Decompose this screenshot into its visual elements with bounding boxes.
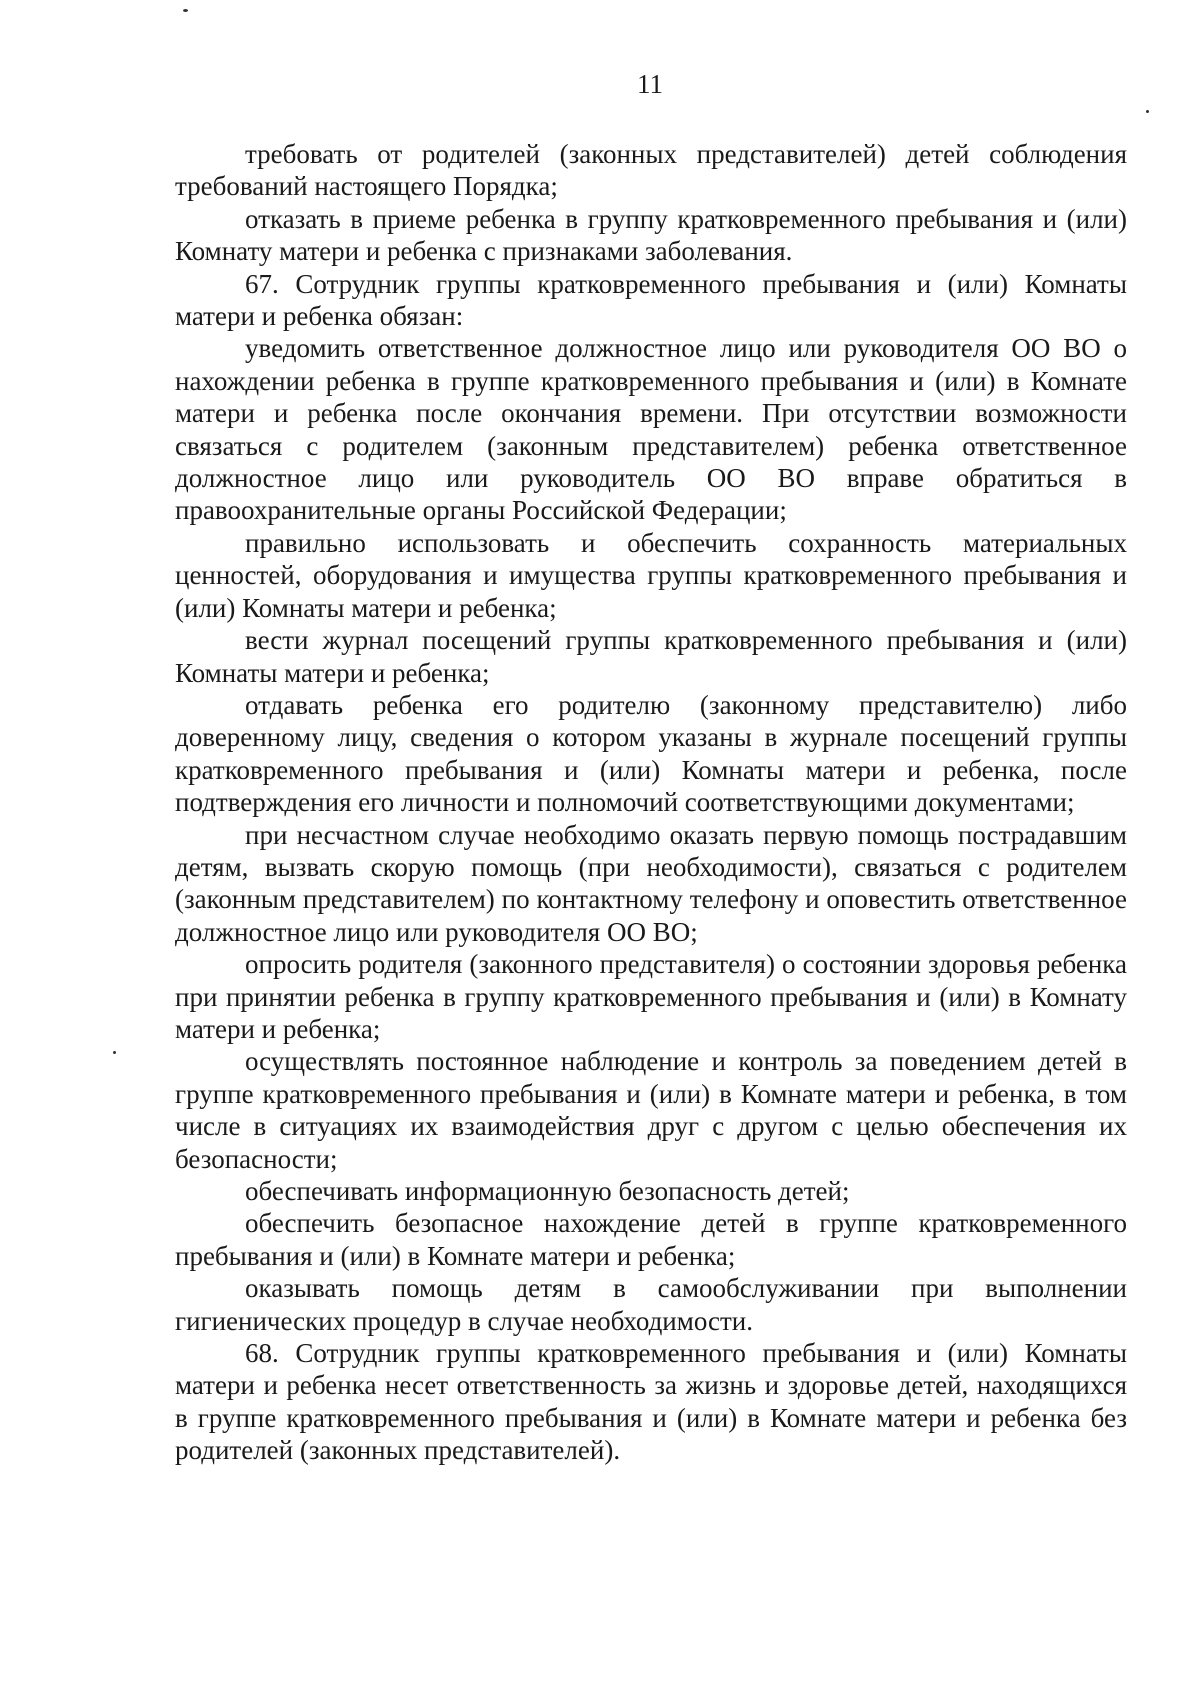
paragraph: правильно использовать и обеспечить сохранность материальных ценностей, оборудования и имущества группы кратковременного пребывания и (или) Комнаты матери и ребенка; xyxy=(175,527,1127,623)
page-number: 11 xyxy=(637,69,663,99)
paragraph: отказать в приеме ребенка в группу кратковременного пребывания и (или) Комнату матери и ребенка с признаками заболевания. xyxy=(175,203,1127,267)
scan-speck xyxy=(1146,110,1149,113)
document-body xyxy=(175,138,1127,1467)
paragraph-clause-67: 67. Сотрудник группы кратковременного пребывания и (или) Комнаты матери и ребенка обязан: xyxy=(175,268,1127,332)
paragraph: опросить родителя (законного представителя) о состоянии здоровья ребенка при принятии ребенка в группу кратковременного пребывания и (или) в Комнату матери и ребенка; xyxy=(175,949,1127,1044)
paragraph: обеспечивать информационную безопасность детей; xyxy=(245,1176,850,1206)
paragraph: при несчастном случае необходимо оказать первую помощь пострадавшим детям, вызвать скорую помощь (при необходимости), связаться с родителем (законным представителем) по контактному телефону и оповестить ответственное должностное лицо или руководителя ОО ВО; xyxy=(175,819,1127,947)
paragraph: оказывать помощь детям в самообслуживании при выполнении гигиенических процедур в случае необходимости. xyxy=(175,1273,1127,1336)
paragraph: осуществлять постоянное наблюдение и контроль за поведением детей в группе кратковременного пребывания и (или) в Комнате матери и ребенка, в том числе в ситуациях их взаимодействия друг с другом с целью обеспечения их безопасности; xyxy=(175,1046,1127,1174)
paragraph: отдавать ребенка его родителю (законному представителю) либо доверенному лицу, сведения о котором указаны в журнале посещений группы кратковременного пребывания и (или) Комнаты матери и ребенка, после подтверждения его личности и полномочий соответствующими документами; xyxy=(175,689,1127,818)
paragraph: уведомить ответственное должностное лицо или руководителя ОО ВО о нахождении ребенка в группе кратковременного пребывания и (или) в Комнате матери и ребенка после окончания времени. При отсутствии возможности связаться с родителем (законным представителем) ребенка ответственное должностное лицо или руководитель ОО ВО вправе обратиться в правоохранительные органы Российской Федерации; xyxy=(175,333,1127,526)
paragraph: вести журнал посещений группы кратковременного пребывания и (или) Комнаты матери и ребенка; xyxy=(175,625,1127,688)
paragraph-clause-68: 68. Сотрудник группы кратковременного пребывания и (или) Комнаты матери и ребенка несет ответственность за жизнь и здоровье детей, находящихся в группе кратковременного пребывания и (или) в Комнате матери и ребенка без родителей (законных представителей). xyxy=(175,1338,1127,1466)
paragraph: требовать от родителей (законных представителей) детей соблюдения требований настоящего Порядка; xyxy=(175,139,1127,202)
paragraph: обеспечить безопасное нахождение детей в группе кратковременного пребывания и (или) в Комнате матери и ребенка; xyxy=(175,1208,1127,1271)
scan-speck xyxy=(113,1051,116,1054)
scan-speck xyxy=(183,9,188,12)
